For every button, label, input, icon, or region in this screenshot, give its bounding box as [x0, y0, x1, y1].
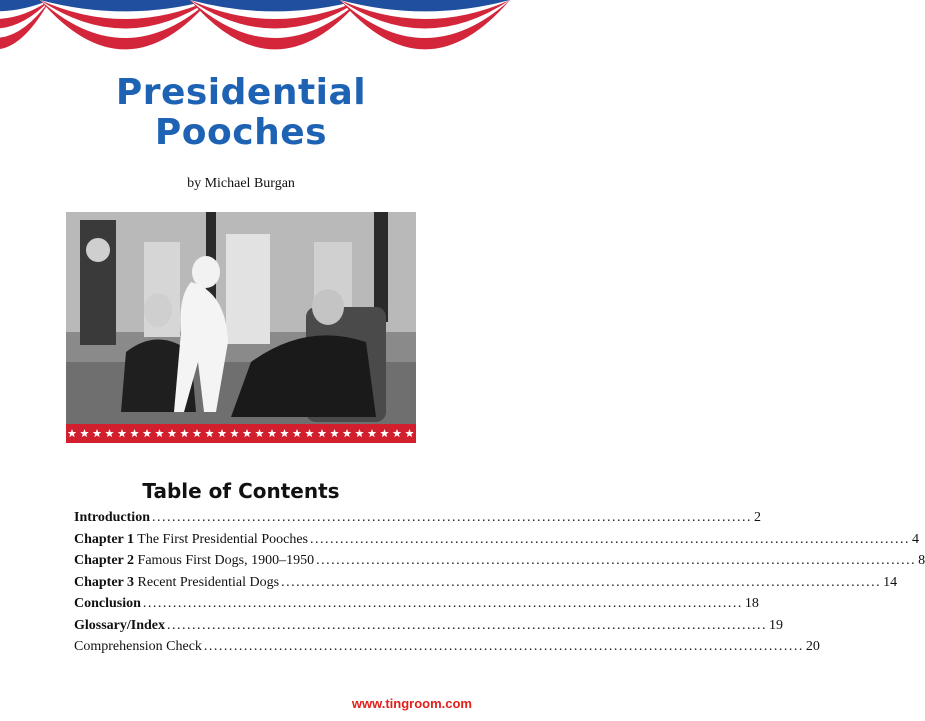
toc-entry [74, 617, 784, 640]
toc-page-number: 14 [883, 574, 898, 590]
book-title [0, 73, 482, 153]
toc-entry [74, 510, 761, 532]
toc-entry-bold-label: Chapter 1 [74, 531, 135, 547]
toc-leader-dots: ........................................................................................................................ [316, 553, 917, 568]
table-of-contents [74, 510, 925, 661]
toc-entry-title: Famous First Dogs, 1900–1950 [134, 553, 315, 568]
toc-entry [74, 574, 898, 597]
site-watermark: www.tingroom.com [351, 696, 472, 711]
toc-entry-bold-label: Chapter 2 [74, 553, 135, 568]
toc-entry-label [74, 639, 202, 655]
toc-leader-dots: ........................................................................................................................ [167, 617, 768, 633]
toc-leader-dots: ........................................................................................................................ [281, 574, 882, 590]
toc-heading: Table of Contents [142, 479, 340, 503]
title-line-1: Presidential [115, 72, 367, 113]
toc-entry [74, 531, 919, 554]
toc-page-number: 2 [753, 510, 761, 525]
toc-leader-dots: ........................................................................................................................ [142, 596, 743, 611]
toc-entry-label [74, 596, 141, 612]
toc-entry [74, 596, 759, 618]
toc-entry-label [74, 532, 308, 548]
toc-page-number: 4 [911, 531, 919, 547]
toc-entry-title: The First Presidential Pooches [134, 531, 308, 547]
toc-entry [74, 553, 925, 575]
toc-page-number: 20 [805, 639, 820, 654]
toc-entry-bold-label: Chapter 3 [74, 574, 135, 590]
toc-entry-label [74, 510, 150, 526]
author-line: by Michael Burgan [187, 176, 295, 191]
toc-entry-label [74, 553, 314, 569]
toc-entry [74, 639, 820, 661]
toc-entry-label [74, 575, 279, 591]
toc-page-number: 8 [918, 553, 925, 568]
stars-band [66, 424, 416, 443]
oval-office-photo [66, 212, 416, 443]
toc-entry-title: Comprehension Check [74, 639, 202, 654]
toc-entry-label [74, 618, 165, 634]
patriotic-bunting [0, 0, 482, 62]
toc-entry-title: Recent Presidential Dogs [134, 574, 280, 590]
toc-leader-dots: ........................................................................................................................ [151, 510, 752, 525]
toc-page-number: 18 [744, 596, 759, 611]
toc-entry-bold-label: Conclusion [74, 596, 141, 611]
toc-entry-bold-label: Glossary/Index [74, 617, 166, 633]
title-line-2: Pooches [154, 112, 328, 153]
toc-leader-dots: ........................................................................................................................ [309, 531, 910, 547]
toc-entry-bold-label: Introduction [74, 510, 150, 525]
toc-page-number: 19 [769, 617, 784, 633]
toc-leader-dots: ........................................................................................................................ [203, 639, 804, 654]
